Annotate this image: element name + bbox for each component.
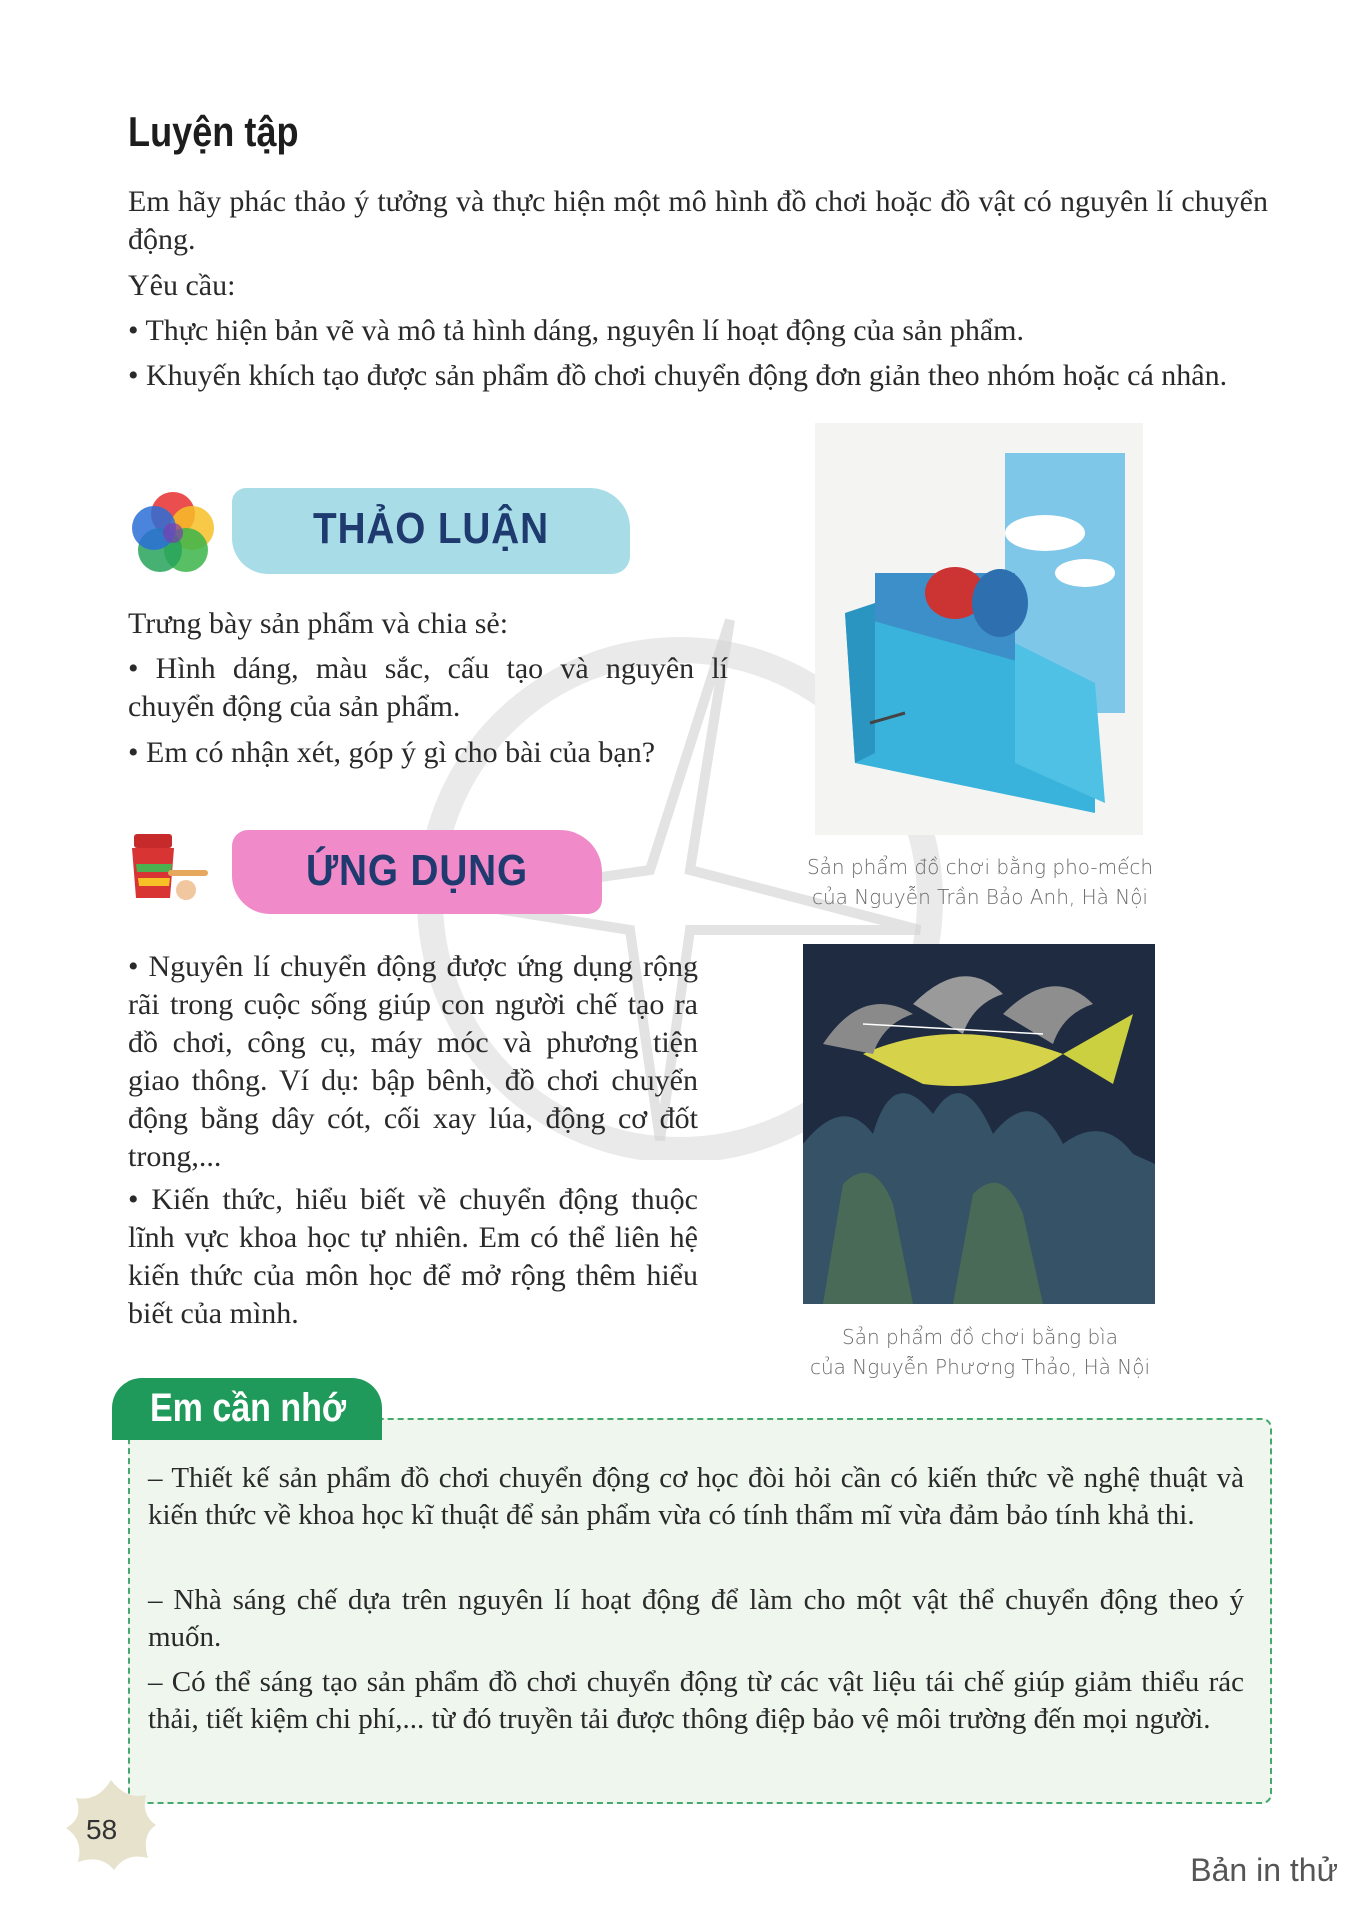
practice-intro: Em hãy phác thảo ý tưởng và thực hiện một mô hình đồ chơi hoặc đồ vật có nguyên lí chuyển động. — [128, 185, 1268, 256]
photo1-caption-line1: Sản phẩm đồ chơi bằng pho-mếch — [806, 855, 1154, 879]
discussion-intro: Trưng bày sản phẩm và chia sẻ: — [128, 607, 509, 640]
cardboard-fish-photo — [803, 944, 1155, 1304]
discussion-title: THẢO LUẬN — [313, 504, 549, 553]
practice-title: Luyện tập — [128, 108, 299, 155]
foam-toy-photo — [815, 423, 1143, 835]
photo1-caption-line2: của Nguyễn Trần Bảo Anh, Hà Nội — [812, 885, 1148, 909]
remember-item: – Nhà sáng chế dựa trên nguyên lí hoạt động để làm cho một vật thể chuyển động theo ý muốn. — [148, 1584, 1244, 1653]
draft-label: Bản in thử — [1190, 1852, 1338, 1888]
practice-bullet: • Thực hiện bản vẽ và mô tả hình dáng, nguyên lí hoạt động của sản phẩm. — [128, 314, 1025, 347]
color-wheel-icon — [128, 488, 218, 578]
requirements-label: Yêu cầu: — [128, 269, 236, 302]
remember-item: – Có thể sáng tạo sản phẩm đồ chơi chuyển động từ các vật liệu tái chế giúp giảm thiểu rác thải, tiết kiệm chi phí,... từ đó truyền tải được thông điệp bảo vệ môi trường đến mọi người. — [148, 1666, 1244, 1735]
application-title: ỨNG DỤNG — [305, 846, 529, 895]
paint-brush-icon — [128, 828, 218, 918]
photo2-caption-line1: Sản phẩm đồ chơi bằng bìa — [842, 1325, 1118, 1349]
remember-title: Em cần nhớ — [150, 1386, 347, 1430]
page-number: 58 — [86, 1814, 118, 1845]
photo2-caption-line2: của Nguyễn Phương Thảo, Hà Nội — [809, 1355, 1151, 1379]
discussion-bullet: • Hình dáng, màu sắc, cấu tạo và nguyên lí chuyển động của sản phẩm. — [128, 652, 728, 723]
discussion-bullet: • Em có nhận xét, góp ý gì cho bài của bạn? — [128, 736, 656, 769]
application-bullet: • Kiến thức, hiểu biết về chuyển động thuộc lĩnh vực khoa học tự nhiên. Em có thể liên hệ kiến thức của môn học để mở rộng thêm hiểu biết của mình. — [128, 1183, 698, 1330]
remember-item: – Thiết kế sản phẩm đồ chơi chuyển động cơ học đòi hỏi cần có kiến thức về nghệ thuật và kiến thức về khoa học kĩ thuật để sản phẩm vừa có tính thẩm mĩ vừa đảm bảo tính khả thi. — [148, 1462, 1244, 1531]
practice-bullet: • Khuyến khích tạo được sản phẩm đồ chơi chuyển động đơn giản theo nhóm hoặc cá nhân. — [128, 359, 1228, 392]
application-bullet: • Nguyên lí chuyển động được ứng dụng rộng rãi trong cuộc sống giúp con người chế tạo ra đồ chơi, công cụ, máy móc và phương tiện giao thông. Ví dụ: bập bênh, đồ chơi chuyển động bằng dây cót, cối xay lúa, động cơ đốt trong,... — [128, 950, 698, 1173]
